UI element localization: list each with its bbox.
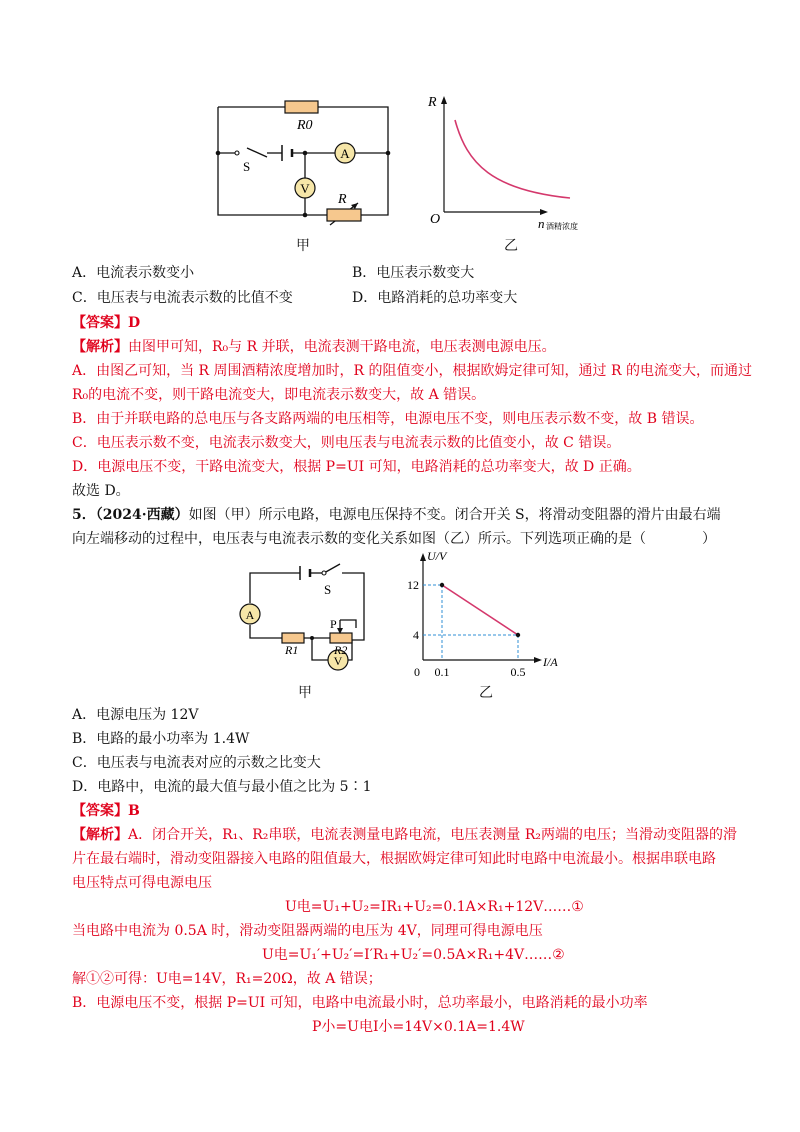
q4-conclusion: 故选 D。 [72,483,130,499]
q5-option-d: D．电路中，电流的最大值与最小值之比为 5∶1 [72,779,372,795]
data-point [440,583,444,587]
x-tick-label: 0.5 [510,665,526,678]
data-point [516,633,520,637]
q5-equation-1: U电=U₁+U₂=IR₁+U₂=0.1A×R₁+12V……① [285,899,584,915]
ammeter-label: A [245,608,255,622]
q5-analysis-line: 当电路中电流为 0.5A 时，滑动变阻器两端的电压为 4V，同理可得电源电压 [72,923,543,939]
q4-option-b: B．电压表示数变大 [352,265,475,281]
resistor-r1-label: R1 [285,643,299,657]
resistor-r-label: R [338,192,347,207]
circuit-diagram-q5 [228,548,388,683]
resistance-concentration-graph [422,92,592,232]
q5-option-b: B．电路的最小功率为 1.4W [72,731,250,747]
x-axis-arrow [534,657,542,663]
q5-solve-line: 解①②可得：U电=14V，R₁=20Ω，故 A 错误； [72,971,382,987]
switch-label: S [243,159,251,174]
q5-equation-3: P小=U电I小=14V×0.1A=1.4W [312,1019,525,1035]
q4-option-d: D．电路消耗的总功率变大 [352,290,518,306]
q5-analysis-line: A．闭合开关，R₁、R₂串联，电流表测量电路电流，电压表测量 R₂两端的电压；当滑动变阻器的滑 [128,827,738,843]
voltmeter-label: V [300,181,310,196]
resistor-r2-label: R2 [334,643,348,657]
series-line [442,585,518,635]
figure-caption-jia: 甲 [298,685,312,701]
x-tick-label: 0 [414,665,420,678]
x-tick-label: 0.1 [434,665,450,678]
graph-origin-label: O [430,212,441,227]
q4-analysis-line: B．由于并联电路的总电压与各支路两端的电压相等，电源电压不变，则电压表示数不变，故 B 错误。 [72,411,704,427]
y-axis-label: U/V [427,549,447,563]
q5-equation-2: U电=U₁′+U₂′=I′R₁+U₂′=0.5A×R₁+4V……② [262,947,565,963]
q5-option-a: A．电源电压为 12V [72,707,199,723]
q5-answer: 【答案】B [72,803,140,819]
q5-analysis-line: 片在最右端时，滑动变阻器接入电路的阻值最大，根据欧姆定律可知此时电路中电流最小。根据串联电路 [72,851,716,867]
q4-analysis-tag: 【解析】 [72,339,128,355]
graph-x-axis-subscript: 酒精浓度 [546,222,578,231]
q5-source: （2024·西藏） [95,507,189,523]
figure-caption-jia: 甲 [296,238,310,254]
resistor-r0-label: R0 [297,118,313,133]
resistance-curve [455,120,570,198]
q4-option-a: A．电流表示数变小 [72,265,195,281]
y-axis-arrow [420,553,426,561]
graph-y-axis-label: R [428,95,437,110]
voltage-current-chart [405,548,570,678]
q5-analysis-tag: 【解析】 [72,827,128,843]
q5-analysis-line: 电压特点可得电源电压 [72,875,212,891]
figure-caption-yi: 乙 [504,238,518,254]
q4-option-c: C．电压表与电流表示数的比值不变 [72,290,293,306]
q5-stem-line: 向左端移动的过程中，电压表与电流表示数的变化关系如图（乙）所示。下列选项正确的是（ ） [72,531,716,547]
q4-analysis-line: A．由图乙可知，当 R 周围酒精浓度增加时，R 的阻值变小，根据欧姆定律可知，通过 R 的电流变大，而通过 [72,363,752,379]
x-axis-label: I/A [543,655,558,669]
q4-answer: 【答案】D [72,315,141,331]
q5-stem-line: 如图（甲）所示电路，电源电压保持不变。闭合开关 S，将滑动变阻器的滑片由最右端 [188,507,721,523]
q5-option-c: C．电压表与电流表对应的示数之比变大 [72,755,321,771]
q4-analysis-line: D．电源电压不变，干路电流变大，根据 P=UI 可知，电路消耗的总功率变大，故 D 正确。 [72,459,641,475]
y-tick-label: 4 [413,628,419,642]
slider-p-label: P [330,617,337,631]
graph-x-axis-label: n [538,216,545,231]
q5-analysis-line: B．电源电压不变，根据 P=UI 可知，电路中电流最小时，总功率最小，电路消耗的最小功率 [72,995,648,1011]
q4-analysis-intro: 由图甲可知，R₀与 R 并联，电流表测干路电流，电压表测电源电压。 [128,339,556,355]
voltmeter-label: V [333,654,343,668]
switch-label: S [324,582,332,597]
ammeter-label: A [340,146,350,161]
q4-analysis-line: C．电压表示数不变，电流表示数变大，则电压表与电流表示数的比值变小，故 C 错误。 [72,435,621,451]
q5-number: 5． [72,507,96,523]
q4-analysis-line: R₀的电流不变，则干路电流变大，即电流表示数变大，故 A 错误。 [72,387,486,403]
y-tick-label: 12 [407,578,419,592]
figure-caption-yi: 乙 [479,685,493,701]
circuit-diagram-top [205,95,405,230]
